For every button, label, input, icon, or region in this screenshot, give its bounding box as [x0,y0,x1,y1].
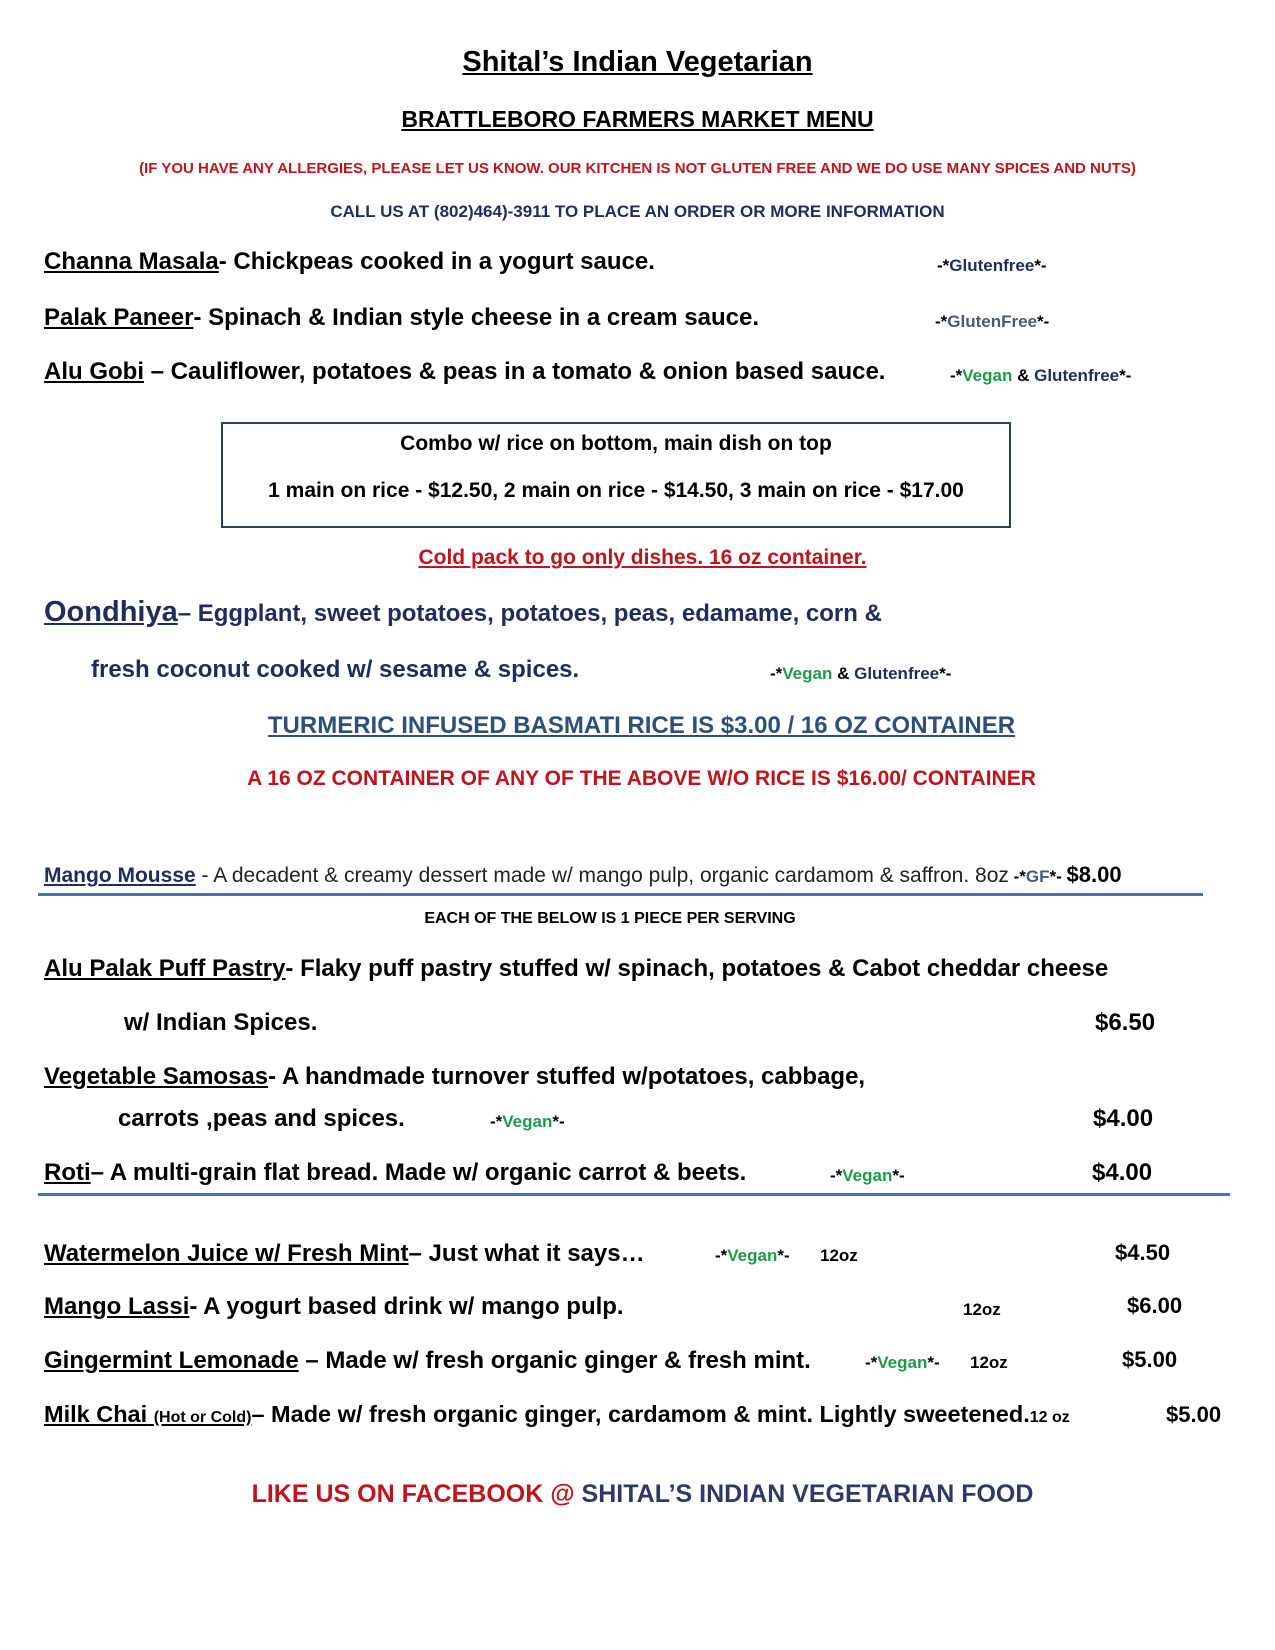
item-description: - Flaky puff pastry stuffed w/ spinach, potatoes & Cabot cheddar cheese [285,955,1109,982]
tag-suffix: *- [1049,867,1067,886]
item-size: 12oz [820,1246,858,1265]
menu-item-oondhiya [44,596,882,629]
item-price: $4.50 [1115,1240,1171,1265]
tag-prefix: -* [937,256,950,275]
item-name: Oondhiya [44,596,178,628]
item-description: – A multi-grain flat bread. Made w/ organic carrot & beets. [90,1159,747,1186]
item-description: - A yogurt based drink w/ mango pulp. [189,1293,624,1320]
divider [38,893,1203,896]
diet-tag [935,312,1049,332]
item-price: $6.50 [1095,1009,1156,1036]
item-name: Mango Mousse [44,864,196,887]
divider [38,1193,1230,1196]
item-name: Palak Paneer [44,304,194,331]
item-description: - Chickpeas cooked in a yogurt sauce. [218,248,655,275]
item-name: Mango Lassi [44,1293,190,1320]
item-name: Vegetable Samosas [44,1063,269,1090]
item-name: Roti [44,1159,91,1186]
tag-prefix: -* [1008,867,1026,886]
item-description: – Made w/ fresh organic ginger & fresh mint. [298,1347,811,1374]
item-price: $4.00 [1093,1105,1154,1132]
menu-item-gingermint-lemonade [44,1347,811,1375]
tag-suffix: *- [777,1246,790,1265]
menu-item-mango-lassi [44,1293,624,1321]
item-price: $5.00 [1166,1402,1222,1427]
diet-tag [770,664,951,684]
tag-suffix: *- [552,1112,565,1131]
item-name: Alu Palak Puff Pastry [44,955,286,982]
tag-prefix: -* [865,1353,878,1372]
item-price: $6.00 [1127,1293,1183,1318]
menu-item-mango-mousse [44,862,1122,888]
item-description: - A handmade turnover stuffed w/potatoes, cabbage, [268,1063,866,1090]
menu-subtitle: BRATTLEBORO FARMERS MARKET MENU [401,106,874,132]
menu-title: Shital’s Indian Vegetarian [462,46,813,78]
item-description: – Made w/ fresh organic ginger, cardamom & mint. Lightly sweetened. [251,1401,1030,1427]
diet-tag [950,366,1131,386]
item-name: Watermelon Juice w/ Fresh Mint [44,1240,409,1267]
vegan-label: Vegan [962,366,1013,385]
tag-and: & [832,664,855,683]
item-name-text: Milk Chai [44,1401,148,1427]
cold-pack-note: Cold pack to go only dishes. 16 oz container. [418,546,867,569]
item-description: – Just what it says… [408,1240,645,1267]
tag-prefix: -* [935,312,948,331]
tag-prefix: -* [830,1166,843,1185]
item-price: $4.00 [1092,1159,1153,1186]
tag-and: & [1012,366,1035,385]
footer-like-text: LIKE US ON FACEBOOK @ [251,1480,582,1508]
call-note: CALL US AT (802)464)-3911 TO PLACE AN ORDER OR MORE INFORMATION [330,202,945,221]
menu-item-roti [44,1159,746,1187]
rice-note: TURMERIC INFUSED BASMATI RICE IS $3.00 / 16 OZ CONTAINER [267,712,1016,739]
footer-page-name: SHITAL’S INDIAN VEGETARIAN FOOD [581,1480,1034,1508]
vegan-label: Vegan [842,1166,893,1185]
item-description: - A decadent & creamy dessert made w/ mango pulp, organic cardamom & saffron. 8oz [195,864,1009,887]
vegan-label: Vegan [782,664,833,683]
glutenfree-label: Glutenfree [1034,366,1120,385]
combo-line-1: Combo w/ rice on bottom, main dish on top [400,432,832,455]
item-description: - Spinach & Indian style cheese in a cream sauce. [193,304,760,331]
vegan-label: Vegan [727,1246,778,1265]
vegan-label: Vegan [502,1112,553,1131]
item-size: 12 oz [1029,1409,1070,1426]
tag-prefix: -* [770,664,783,683]
tag-suffix: *- [1037,312,1050,331]
item-note: (Hot or Cold) [153,1409,252,1426]
diet-tag [715,1246,790,1266]
diet-tag [830,1166,905,1186]
gf-label: GF [1025,867,1050,886]
tag-prefix: -* [490,1112,503,1131]
glutenfree-label: Glutenfree [854,664,940,683]
tag-suffix: *- [939,664,952,683]
menu-item-watermelon-juice [44,1240,645,1268]
menu-item-palak-paneer [44,304,759,332]
menu-item-milk-chai [44,1401,1070,1428]
combo-line-2: 1 main on rice - $12.50, 2 main on rice - $14.50, 3 main on rice - $17.00 [268,479,964,502]
allergy-note: (IF YOU HAVE ANY ALLERGIES, PLEASE LET US KNOW. OUR KITCHEN IS NOT GLUTEN FREE AND WE DO USE MANY SPICES AND NUTS) [139,160,1136,177]
tag-suffix: *- [1034,256,1047,275]
item-name: Gingermint Lemonade [44,1347,299,1374]
tag-suffix: *- [892,1166,905,1185]
diet-tag [937,256,1047,276]
item-name [44,1401,251,1427]
item-name: Alu Gobi [44,358,144,385]
item-description: – Eggplant, sweet potatoes, potatoes, peas, edamame, corn & [177,600,882,627]
item-description: – Cauliflower, potatoes & peas in a tomato & onion based sauce. [143,358,886,385]
item-size: 12oz [970,1353,1008,1372]
item-name: Channa Masala [44,248,219,275]
piece-note: EACH OF THE BELOW IS 1 PIECE PER SERVING [424,910,796,927]
item-size: 12oz [963,1300,1001,1319]
tag-suffix: *- [927,1353,940,1372]
item-description-2: w/ Indian Spices. [124,1009,318,1036]
facebook-footer [0,1480,1275,1509]
item-price: $5.00 [1122,1347,1178,1372]
glutenfree-label: Glutenfree [949,256,1035,275]
menu-item-vegetable-samosas [44,1063,865,1091]
glutenfree-label: GlutenFree [947,312,1038,331]
item-price: $8.00 [1066,862,1122,887]
container-note: A 16 OZ CONTAINER OF ANY OF THE ABOVE W/O RICE IS $16.00/ CONTAINER [247,767,1036,790]
item-description-2: carrots ,peas and spices. [118,1105,405,1132]
menu-item-channa-masala [44,248,655,276]
tag-prefix: -* [715,1246,728,1265]
menu-item-alu-gobi [44,358,885,386]
diet-tag [490,1112,565,1132]
item-description-2: fresh coconut cooked w/ sesame & spices. [91,656,580,683]
diet-tag [865,1353,940,1373]
tag-prefix: -* [950,366,963,385]
tag-suffix: *- [1119,366,1132,385]
menu-item-alu-palak-puff-pastry [44,955,1108,983]
vegan-label: Vegan [877,1353,928,1372]
